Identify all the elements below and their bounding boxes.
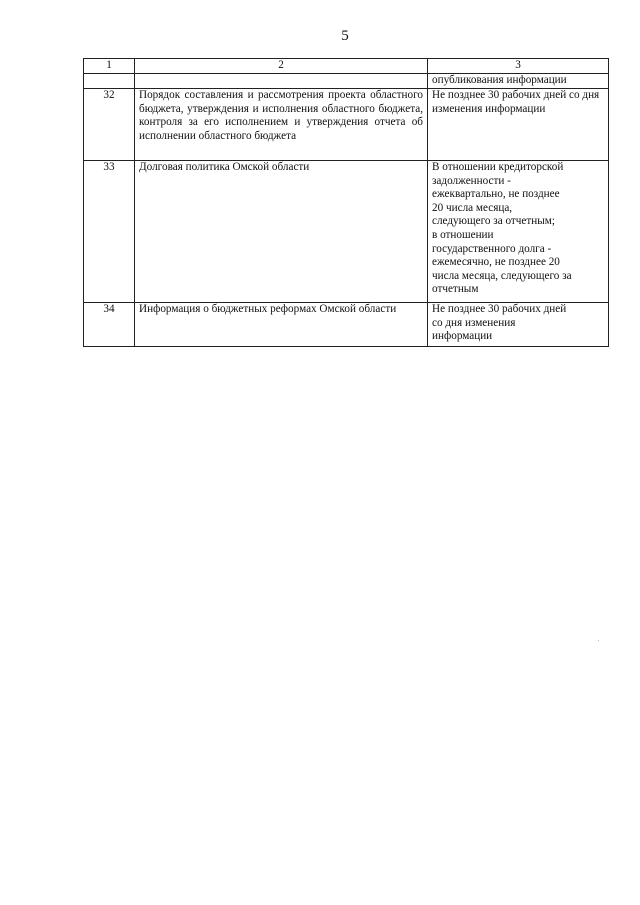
cell-deadline	[428, 161, 609, 303]
deadline-line: задолженности -	[432, 174, 511, 187]
table-header-row	[84, 59, 609, 74]
header-col-2: 2	[135, 59, 428, 74]
cell-deadline: опубликования информации	[428, 74, 609, 89]
header-col-1: 1	[84, 59, 135, 74]
deadline-line: ежемесячно, не позднее 20	[432, 256, 560, 269]
cell-deadline	[428, 303, 609, 347]
scan-speck	[598, 640, 599, 641]
cell-desc: Порядок составления и рассмотрения проекта областного бюджета, утверждения и исполнения областного бюджета, контроля за его исполнением и утверждения отчета об исполнении областного бюджета	[135, 89, 428, 161]
cell-desc: Долговая политика Омской области	[135, 161, 428, 303]
deadline-line: 20 числа месяца,	[432, 201, 513, 214]
deadline-line: государственного долга -	[432, 242, 552, 255]
deadline-line: со дня изменения	[432, 316, 516, 329]
deadline-line: ежеквартально, не позднее	[432, 188, 560, 201]
deadline-line: Не позднее 30 рабочих дней	[432, 303, 567, 315]
cell-num	[84, 74, 135, 89]
deadline-line: числа месяца, следующего за	[432, 269, 572, 282]
deadline-line: в отношении	[432, 228, 494, 241]
page-number: 5	[341, 28, 349, 44]
cell-num: 32	[84, 89, 135, 161]
deadline-line: следующего за отчетным;	[432, 215, 555, 228]
table-row	[84, 89, 609, 161]
deadline-line: информации	[432, 330, 493, 343]
table-row-continuation	[84, 74, 609, 89]
cell-desc	[135, 74, 428, 89]
cell-num: 33	[84, 161, 135, 303]
header-col-3: 3	[428, 59, 609, 74]
document-table	[83, 58, 609, 347]
table-row	[84, 161, 609, 303]
cell-desc: Информация о бюджетных реформах Омской области	[135, 303, 428, 347]
cell-num: 34	[84, 303, 135, 347]
deadline-line: В отношении кредиторской	[432, 161, 564, 173]
cell-deadline: Не позднее 30 рабочих дней со дня изменения информации	[428, 89, 609, 161]
table-row	[84, 303, 609, 347]
deadline-line: отчетным	[432, 283, 479, 296]
